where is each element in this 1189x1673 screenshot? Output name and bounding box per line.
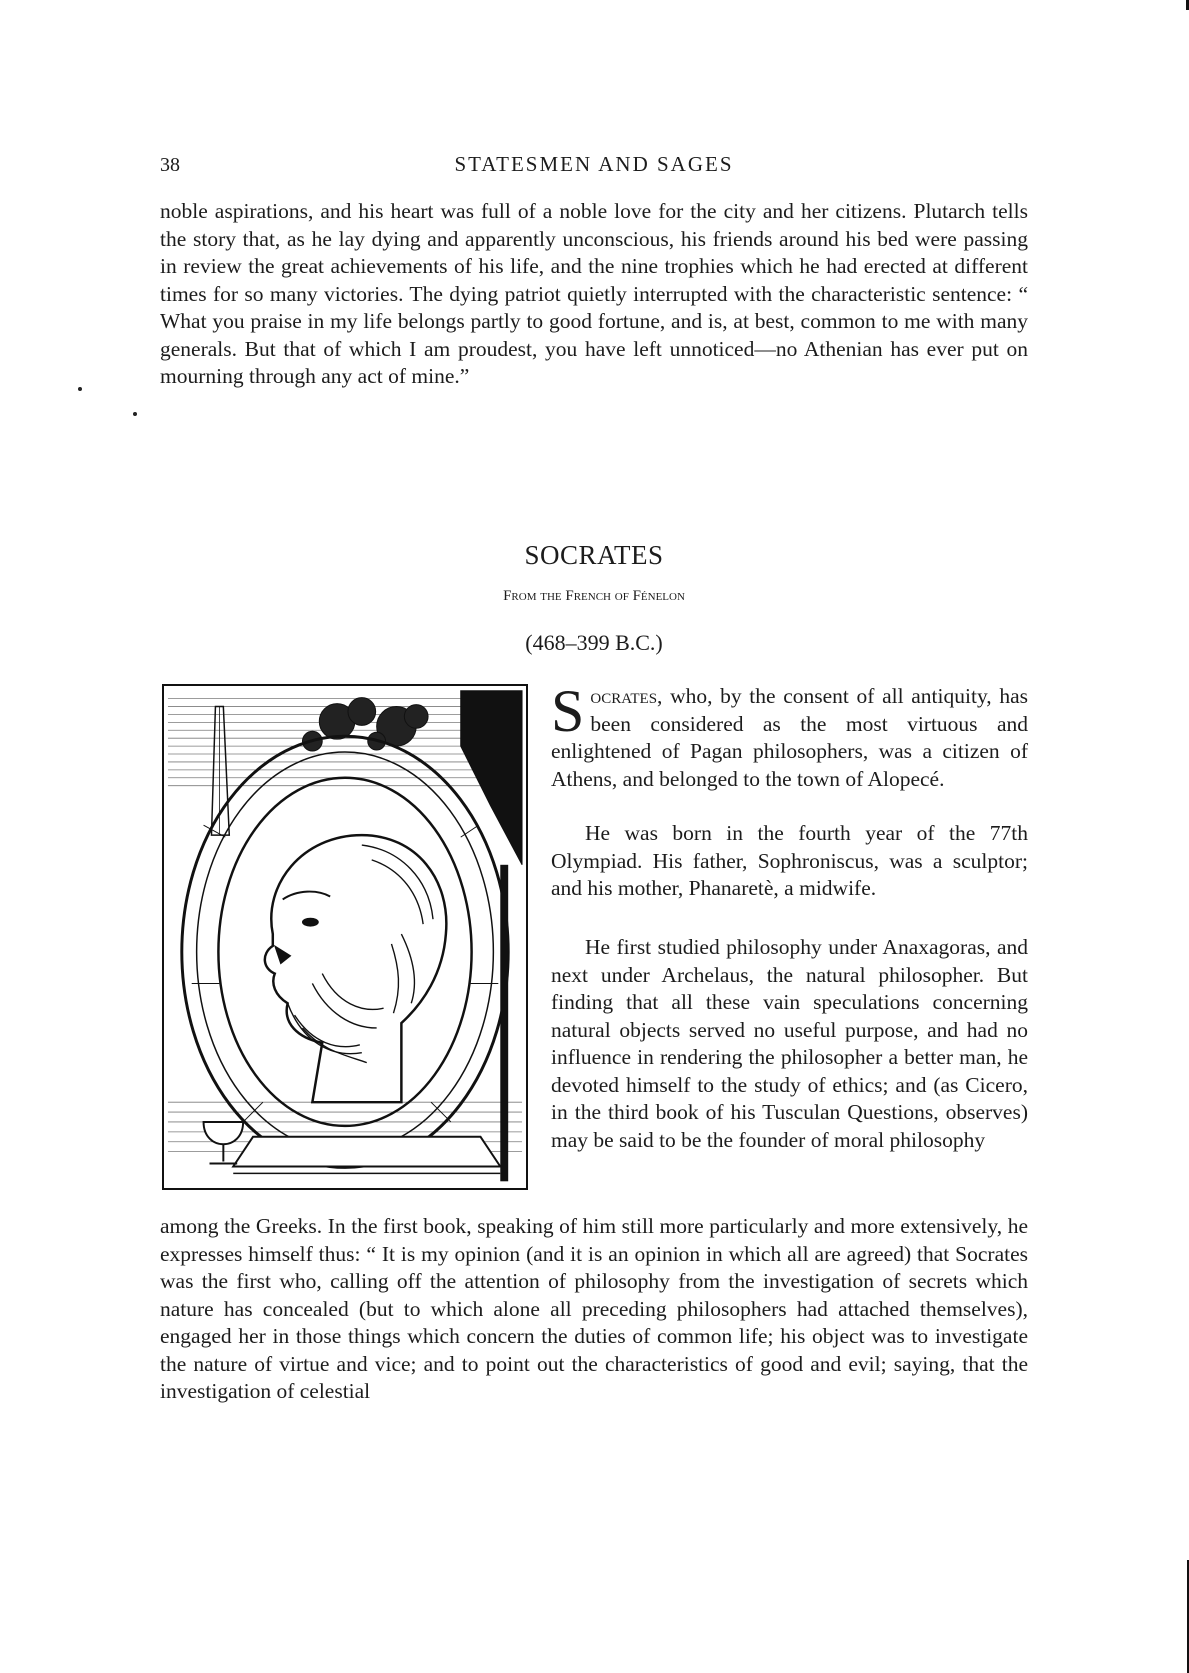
drop-cap: S	[551, 678, 585, 744]
page-header	[160, 150, 1028, 180]
top-paragraph: noble aspirations, and his heart was full of a noble love for the city and her citizens. Plutarch tells the story that, as he lay dying and apparently unconscious, his friends around his bed were passing in review the great achievements of his life, and the nine trophies which he had erected at different times for so many victories. The dying patriot quietly interrupted with the characteristic sentence: “ What you praise in my life belongs partly to good fortune, and is, at best, common to me with many generals. But that of which I am proudest, you have left unnoticed—no Athenian has ever put on mourning through any act of mine.”	[160, 199, 1028, 388]
opening-text: who, by the consent of all antiquity, has been considered as the most virtuous and enlightened of Pagan philosophers, was a citizen of Athens, and belonged to the town of Alopecé.	[551, 684, 1028, 791]
attribution: From the French of Fénelon	[503, 588, 685, 604]
page-number: 38	[160, 154, 180, 176]
portrait-engraving	[164, 686, 526, 1188]
birth-paragraph: He was born in the fourth year of the 77th Olympiad. His father, Sophroniscus, was a sculptor; and his mother, Phanaretè, a midwife.	[551, 821, 1028, 900]
section-title: SOCRATES	[524, 540, 664, 570]
running-title: STATESMEN AND SAGES	[454, 152, 734, 176]
scan-speck	[78, 387, 82, 391]
opening-paragraph	[551, 678, 1028, 793]
socrates-portrait-illustration	[162, 684, 528, 1190]
scan-speck	[133, 412, 137, 416]
philosophy-paragraph-continued: among the Greeks. In the first book, speaking of him still more particularly and more extensively, he expresses himself thus: “ It is my opinion (and it is an opinion in which all are agreed) that Socrates was the first who, calling off the attention of philosophy from the investigation of secrets which nature has concealed (but to which alone all preceding philosophers had attached themselves), engaged her in those things which concern the duties of common life; his object was to investigate the nature of virtue and vice; and to point out the characteristics of good and evil; saying, that the investigation of celestial	[160, 1214, 1028, 1403]
philosophy-paragraph-column: He first studied philosophy under Anaxagoras, and next under Archelaus, the natural philosopher. But finding that all these vain speculations concerning natural objects served no useful purpose, and had no influence in rendering the philosopher a better man, he devoted himself to the study of ethics; and (as Cicero, in the third book of his Tusculan Questions, observes) may be said to be the founder of moral philosophy	[551, 935, 1028, 1152]
life-dates: (468–399 B.C.)	[525, 630, 663, 655]
opening-word: ocrates,	[590, 684, 663, 708]
